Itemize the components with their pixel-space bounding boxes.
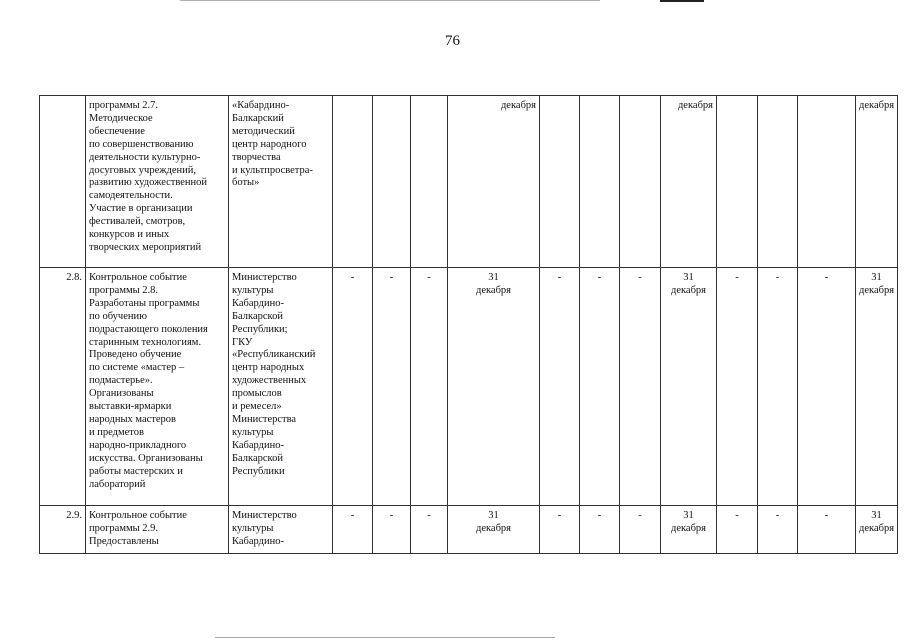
deadline-text: декабря	[670, 522, 707, 534]
responsible-organization-line: Кабардино-	[232, 535, 284, 547]
deadline-cell	[540, 506, 580, 554]
deadline-text: -	[389, 510, 394, 521]
deadline-text: -	[427, 272, 431, 283]
deadline-cell	[758, 268, 798, 506]
table-row	[40, 506, 898, 554]
scan-artifact-top-dark	[660, 0, 704, 2]
event-description-line: лабораторий	[89, 478, 146, 490]
table-body	[40, 96, 898, 554]
responsible-organization-line: творчества	[232, 151, 281, 163]
event-description-line: программы 2.7.	[89, 100, 159, 111]
table-row	[40, 96, 898, 268]
responsible-organization-line: Республики	[232, 465, 285, 477]
responsible-organization-line: Министерства	[232, 413, 297, 425]
deadline-cell	[333, 96, 373, 268]
event-description-line: по совершенствованию	[89, 138, 194, 150]
deadline-text: -	[350, 510, 355, 521]
deadline-cell	[448, 268, 540, 506]
responsible-organization-line: боты»	[232, 177, 260, 189]
scan-artifact-bottom	[215, 637, 555, 638]
event-description-line: по системе «мастер –	[89, 362, 185, 374]
event-description-line: программы 2.9.	[89, 522, 159, 534]
event-description-line: деятельности культурно-	[89, 151, 201, 163]
responsible-organization-line: «Республиканский	[232, 349, 316, 361]
event-description-line: Контрольное событие	[89, 272, 187, 283]
deadline-cell	[580, 96, 620, 268]
deadline-cell	[798, 96, 856, 268]
responsible-organization-line: центр народных	[232, 362, 305, 374]
table-row	[40, 268, 898, 506]
deadline-cell	[580, 268, 620, 506]
responsible-organization-line: Балкарской	[232, 452, 283, 464]
deadline-text: 31	[871, 510, 882, 521]
event-description-line: подмастерье».	[89, 375, 153, 387]
event-description-line: фестивалей, смотров,	[89, 216, 186, 228]
event-description-line: Контрольное событие	[89, 510, 187, 521]
deadline-text: декабря	[670, 284, 707, 296]
event-description-line: конкурсов и иных	[89, 229, 170, 241]
responsible-organization-line: Министерство	[232, 510, 297, 521]
deadline-cell	[373, 96, 411, 268]
deadline-text: -	[597, 272, 602, 283]
event-description	[86, 96, 229, 268]
deadline-cell	[856, 268, 898, 506]
event-description-line: программы 2.8.	[89, 284, 159, 296]
responsible-organization	[229, 268, 333, 506]
event-description-line: и предметов	[89, 426, 144, 438]
event-description-line: старинным технологиям.	[89, 336, 202, 348]
event-description	[86, 268, 229, 506]
responsible-organization-line: и культпросветра-	[232, 164, 313, 176]
deadline-cell	[540, 96, 580, 268]
deadline-cell	[373, 506, 411, 554]
responsible-organization	[229, 96, 333, 268]
deadline-text: 31	[871, 272, 882, 283]
deadline-text: 31	[683, 272, 694, 283]
responsible-organization-line: ГКУ	[232, 336, 253, 348]
responsible-organization-line: Кабардино-	[232, 439, 284, 451]
row-number	[40, 96, 86, 268]
deadline-cell	[448, 96, 540, 268]
deadline-cell	[758, 96, 798, 268]
deadline-text: декабря	[859, 522, 895, 534]
event-description-line: самодеятельности.	[89, 190, 173, 202]
row-number: 2.8.	[40, 268, 86, 506]
deadline-text: -	[557, 272, 562, 283]
event-description-line: развитию художественной	[89, 177, 208, 189]
deadline-cell	[411, 268, 448, 506]
event-description-line: Предоставлены	[89, 535, 159, 547]
event-description-line: народных мастеров	[89, 413, 176, 425]
page-number: 76	[445, 33, 460, 49]
deadline-cell	[661, 268, 717, 506]
deadline-text: -	[389, 272, 394, 283]
deadline-cell	[333, 506, 373, 554]
deadline-cell	[411, 506, 448, 554]
deadline-text: декабря	[859, 100, 895, 111]
responsible-organization-line: Республики;	[232, 323, 288, 335]
deadline-text: декабря	[500, 100, 536, 111]
responsible-organization-line: художественных	[232, 375, 307, 387]
event-description-line: по обучению	[89, 310, 147, 322]
deadline-cell	[411, 96, 448, 268]
event-description-line: искусства. Организованы	[89, 452, 203, 464]
event-description	[86, 506, 229, 554]
responsible-organization-line: культуры	[232, 426, 274, 438]
deadline-cell	[856, 96, 898, 268]
deadline-cell	[717, 506, 758, 554]
responsible-organization-line: центр народного	[232, 138, 307, 150]
deadline-cell	[717, 96, 758, 268]
event-description-line: Разработаны программы	[89, 297, 200, 309]
deadline-cell	[373, 268, 411, 506]
deadline-text: 31	[488, 510, 499, 521]
event-description-line: выставки-ярмарки	[89, 401, 172, 413]
deadline-cell	[758, 506, 798, 554]
deadline-text: -	[824, 510, 829, 521]
program-table	[39, 95, 898, 554]
event-description-line: подрастающего поколения	[89, 323, 208, 335]
deadline-text: -	[638, 272, 642, 283]
responsible-organization-line: методический	[232, 125, 295, 137]
deadline-text: -	[775, 272, 780, 283]
event-description-line: народно-прикладного	[89, 439, 187, 451]
deadline-cell	[661, 96, 717, 268]
event-description-line: досуговых учреждений,	[89, 164, 196, 176]
deadline-cell	[333, 268, 373, 506]
deadline-text: -	[597, 510, 602, 521]
deadline-cell	[798, 506, 856, 554]
event-description-line: Организованы	[89, 388, 154, 400]
deadline-text: -	[775, 510, 780, 521]
deadline-cell	[580, 506, 620, 554]
responsible-organization-line: Министерство	[232, 272, 297, 283]
event-description-line: обеспечение	[89, 125, 145, 137]
responsible-organization-line: культуры	[232, 284, 274, 296]
event-description-line: Проведено обучение	[89, 349, 182, 361]
responsible-organization-line: промыслов	[232, 388, 282, 400]
deadline-cell	[620, 268, 661, 506]
deadline-text: декабря	[475, 284, 512, 296]
responsible-organization-line: Балкарской	[232, 310, 283, 322]
deadline-text: -	[824, 272, 829, 283]
deadline-text: -	[350, 272, 355, 283]
deadline-cell	[540, 268, 580, 506]
deadline-text: декабря	[859, 284, 895, 296]
deadline-text: декабря	[677, 100, 713, 111]
deadline-cell	[717, 268, 758, 506]
responsible-organization-line: «Кабардино-	[232, 100, 290, 111]
deadline-text: декабря	[475, 522, 512, 534]
deadline-text: -	[735, 510, 739, 521]
deadline-cell	[798, 268, 856, 506]
deadline-text: 31	[683, 510, 694, 521]
responsible-organization-line: культуры	[232, 522, 274, 534]
responsible-organization-line: Балкарский	[232, 112, 284, 124]
event-description-line: Методическое	[89, 112, 153, 124]
responsible-organization	[229, 506, 333, 554]
scan-artifact-top	[180, 0, 600, 1]
deadline-text: -	[427, 510, 431, 521]
responsible-organization-line: Кабардино-	[232, 297, 284, 309]
event-description-line: Участие в организации	[89, 203, 193, 215]
responsible-organization-line: и ремесел»	[232, 401, 282, 413]
event-description-line: работы мастерских и	[89, 465, 183, 477]
deadline-cell	[856, 506, 898, 554]
deadline-cell	[620, 96, 661, 268]
deadline-cell	[448, 506, 540, 554]
deadline-text: -	[638, 510, 642, 521]
row-number: 2.9.	[40, 506, 86, 554]
deadline-text: 31	[488, 272, 499, 283]
event-description-line: творческих мероприятий	[89, 241, 202, 253]
deadline-cell	[661, 506, 717, 554]
deadline-text: -	[735, 272, 739, 283]
deadline-text: -	[557, 510, 562, 521]
deadline-cell	[620, 506, 661, 554]
